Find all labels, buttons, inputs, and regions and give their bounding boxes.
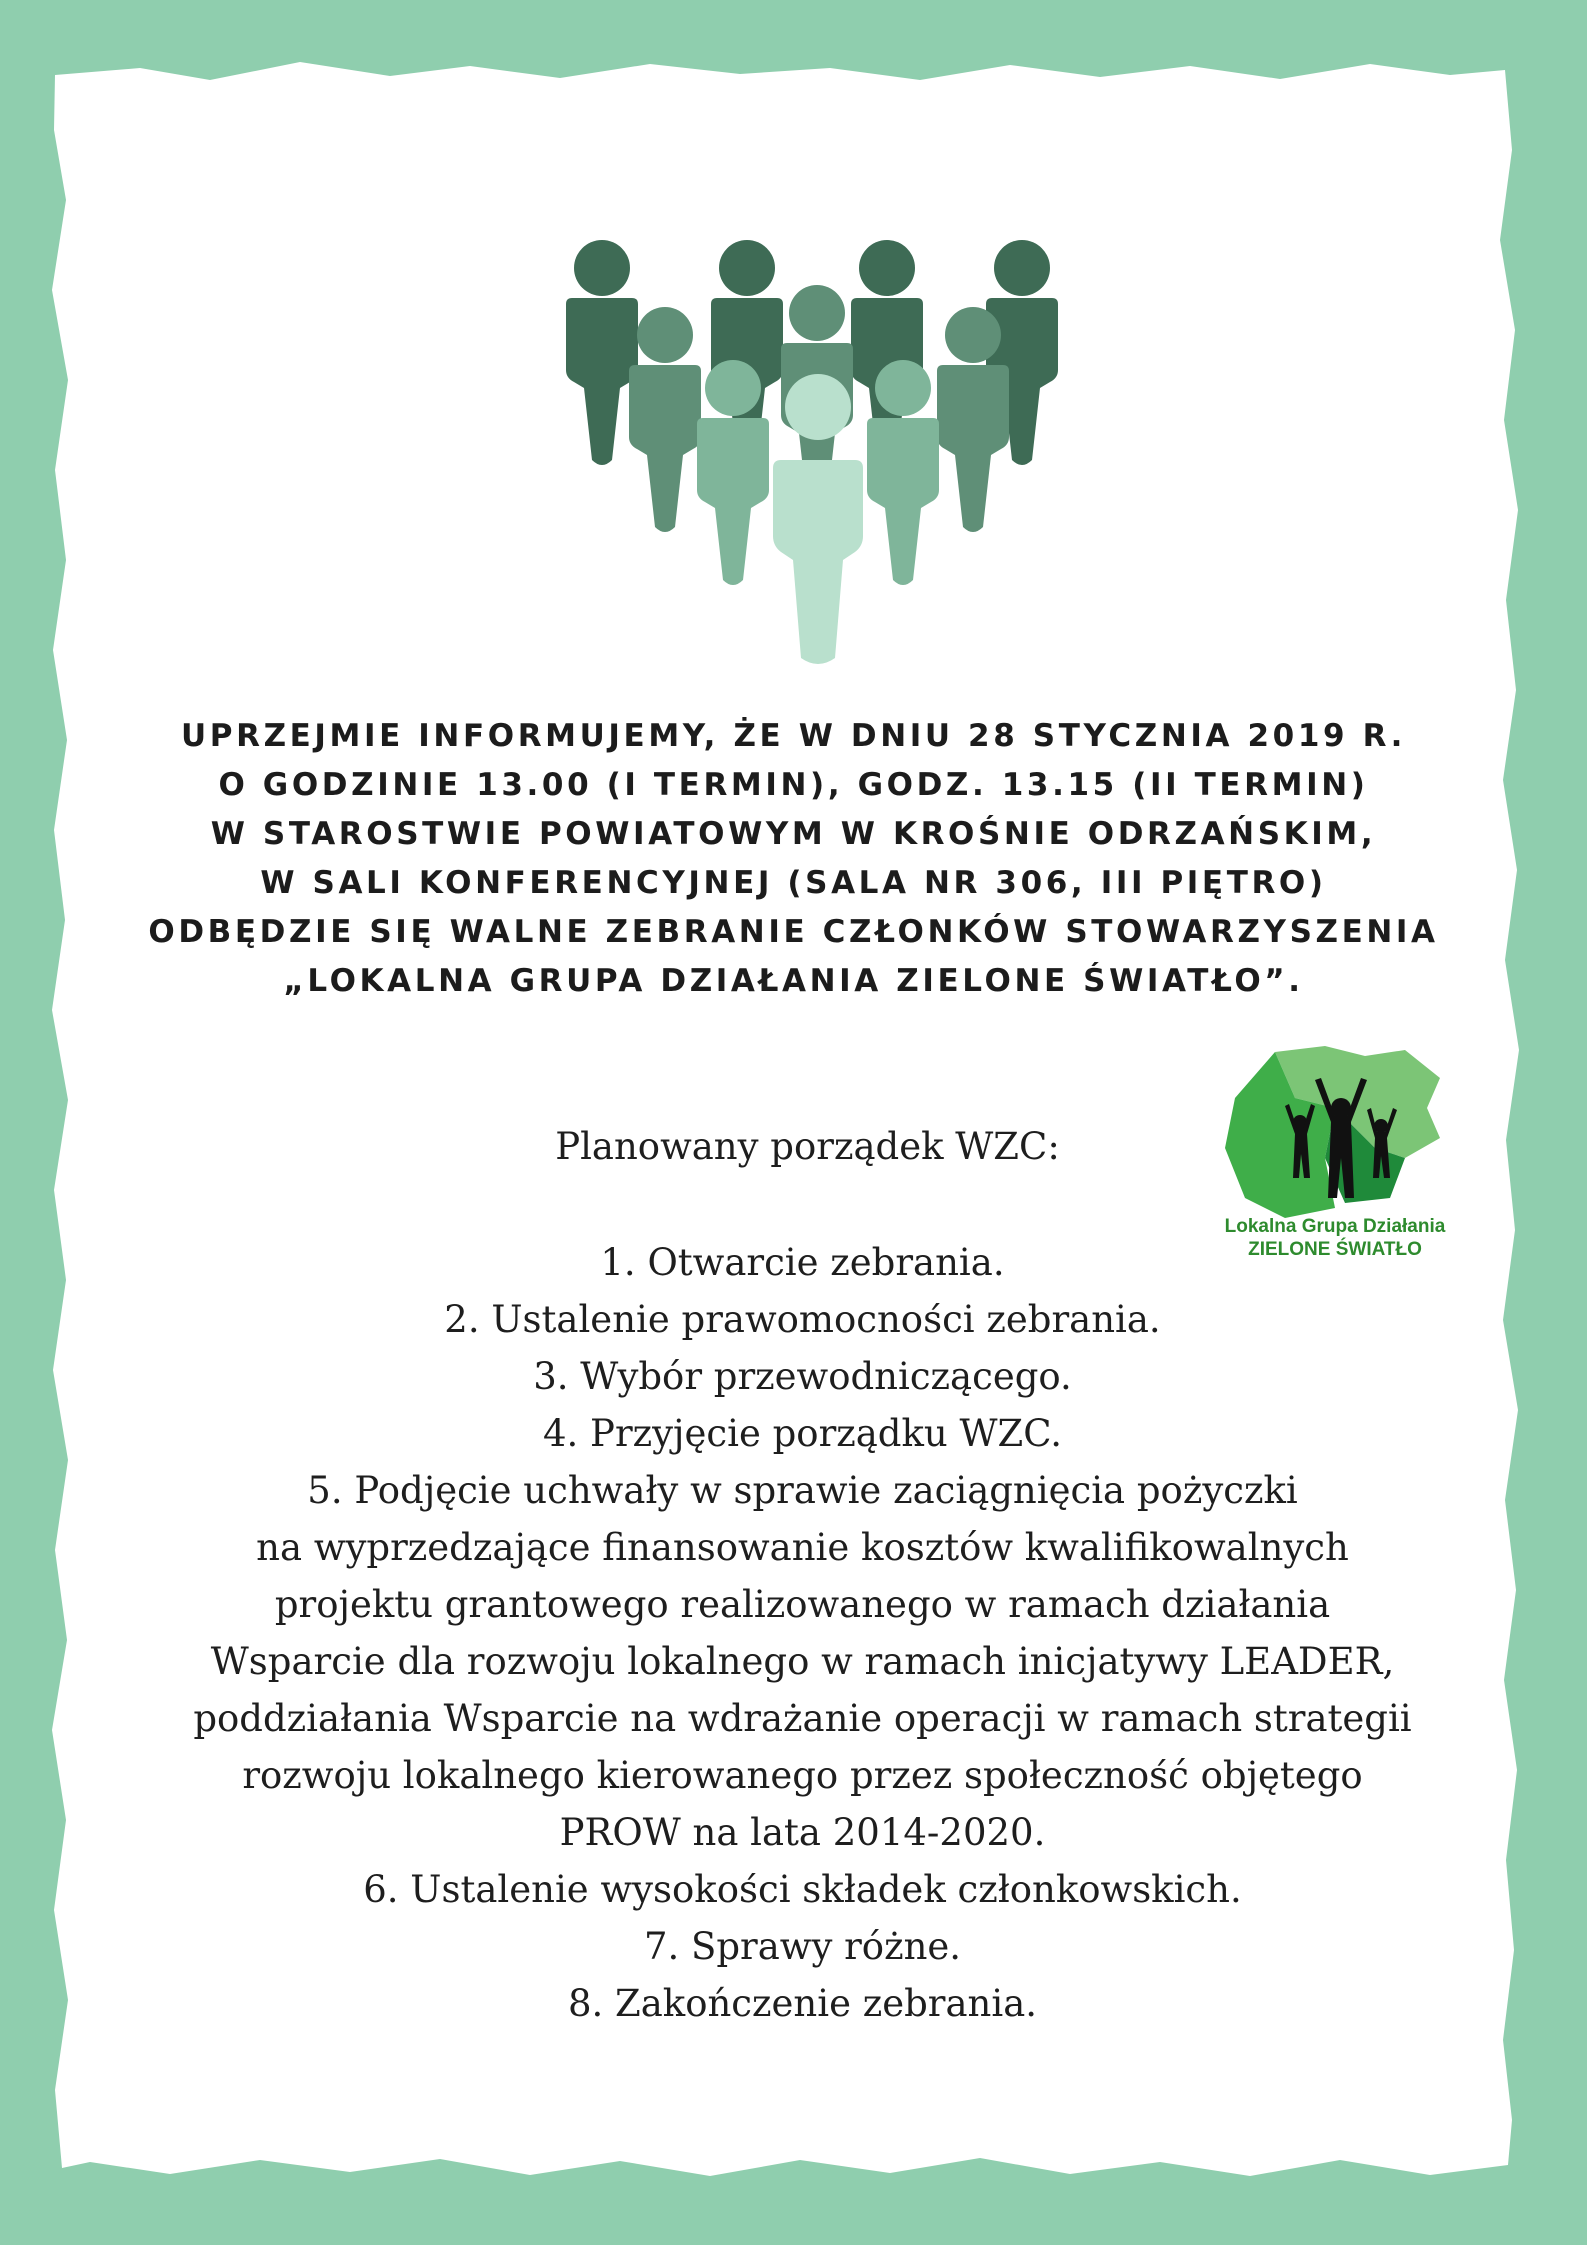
announcement-text	[120, 712, 1467, 1006]
announcement-line: „LOKALNA GRUPA DZIAŁANIA ZIELONE ŚWIATŁO”.	[283, 963, 1304, 999]
agenda-line: 1. Otwarcie zebrania.	[600, 1241, 1005, 1284]
logo-caption-line2: ZIELONE ŚWIATŁO	[1248, 1239, 1422, 1260]
announcement-line: O GODZINIE 13.00 (I TERMIN), GODZ. 13.15 (II TERMIN)	[218, 767, 1369, 803]
people-group-illustration	[555, 240, 1065, 670]
agenda-list	[120, 1234, 1485, 2032]
agenda-line: 7. Sprawy różne.	[643, 1925, 962, 1968]
announcement-line: W STAROSTWIE POWIATOWYM W KROŚNIE ODRZAŃSKIM,	[210, 816, 1377, 852]
agenda-line: 8. Zakończenie zebrania.	[567, 1982, 1038, 2025]
agenda-line: poddziałania Wsparcie na wdrażanie operacji w ramach strategii	[193, 1697, 1412, 1740]
agenda-line: PROW na lata 2014-2020.	[559, 1811, 1046, 1854]
agenda-line: 2. Ustalenie prawomocności zebrania.	[444, 1298, 1161, 1341]
agenda-title: Planowany porządek WZC:	[555, 1125, 1060, 1168]
agenda-line: 6. Ustalenie wysokości składek członkowskich.	[363, 1868, 1242, 1911]
agenda-line: 4. Przyjęcie porządku WZC.	[542, 1412, 1062, 1455]
agenda-line: Wsparcie dla rozwoju lokalnego w ramach inicjatywy LEADER,	[210, 1640, 1395, 1683]
agenda-line: 3. Wybór przewodniczącego.	[533, 1355, 1072, 1398]
agenda-line: 5. Podjęcie uchwały w sprawie zaciągnięcia pożyczki	[307, 1469, 1298, 1512]
announcement-line: ODBĘDZIE SIĘ WALNE ZEBRANIE CZŁONKÓW STOWARZYSZENIA	[148, 914, 1439, 950]
announcement-line: UPRZEJMIE INFORMUJEMY, ŻE W DNIU 28 STYCZNIA 2019 R.	[181, 718, 1406, 754]
agenda-line: projektu grantowego realizowanego w ramach działania	[274, 1583, 1331, 1626]
agenda-line: rozwoju lokalnego kierowanego przez społeczność objętego	[242, 1754, 1363, 1797]
announcement-line: W SALI KONFERENCYJNEJ (SALA NR 306, III PIĘTRO)	[260, 865, 1327, 901]
logo-caption-line1: Lokalna Grupa Działania	[1224, 1216, 1446, 1237]
agenda-line: na wyprzedzające finansowanie kosztów kwalifikowalnych	[256, 1526, 1349, 1569]
